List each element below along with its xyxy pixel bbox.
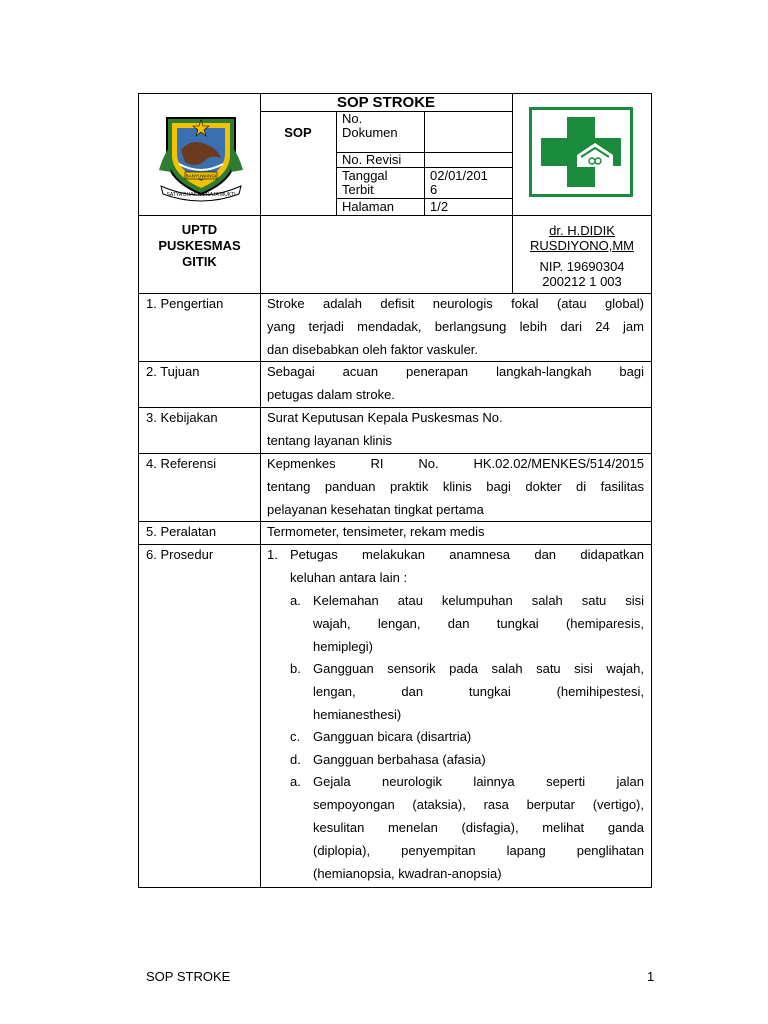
prosedur-subitem-marker: a.: [290, 593, 301, 608]
section-label-referensi: 4. Referensi: [146, 456, 217, 471]
section-label-pengertian: 1. Pengertian: [146, 296, 224, 311]
field-value-tanggal-terbit: 02/01/201 6: [430, 168, 488, 197]
prosedur-subitem-marker: a.: [290, 774, 301, 789]
section-text-tujuan: Sebagai acuan penerapan langkah-langkah bagi petugas dalam stroke.: [267, 364, 644, 402]
prosedur-subitem-marker: b.: [290, 661, 301, 676]
section-label-tujuan: 2. Tujuan: [146, 364, 200, 379]
field-label-no-revisi: No. Revisi: [342, 152, 402, 167]
prosedur-subitem: Gejala neurologik lainnya seperti jalan sempoyongan (ataksia), rasa berputar (vertigo), kesulitan menelan (disfagia), melihat ganda (diplopia), penyempitan lapang penglihatan (hemianopsia, kwadran-anopsia): [313, 774, 644, 881]
prosedur-subitem: Kelemahan atau kelumpuhan salah satu sisi wajah, lengan, dan tungkai (hemiparesis, hemiplegi): [313, 593, 644, 654]
footer-title: SOP STROKE: [146, 969, 231, 984]
field-value-halaman: 1/2: [430, 199, 449, 214]
signatory-name: dr. H.DIDIK RUSDIYONO,MM: [530, 223, 634, 253]
prosedur-item-text: Petugas melakukan anamnesa dan didapatkan keluhan antara lain :: [290, 547, 644, 585]
sop-label: SOP: [284, 125, 312, 140]
field-label-tanggal-terbit: Tanggal Terbit: [342, 168, 388, 197]
section-text-pengertian: Stroke adalah defisit neurologis fokal (atau global) yang terjadi mendadak, berlangsung lebih dari 24 jam dan disebabkan oleh faktor vaskuler.: [267, 296, 644, 357]
section-label-kebijakan: 3. Kebijakan: [146, 410, 218, 425]
grid-line: [260, 93, 261, 888]
prosedur-subitem: Gangguan sensorik pada salah satu sisi wajah, lengan, dan tungkai (hemihipestesi, hemianesthesi): [313, 661, 644, 722]
section-label-peralatan: 5. Peralatan: [146, 524, 217, 539]
prosedur-subitem-marker: c.: [290, 729, 301, 744]
footer-page-number: 1: [647, 969, 655, 984]
banyuwangi-emblem-icon: [155, 110, 247, 202]
grid-line: [138, 215, 652, 216]
emblem-banner-text: BANYUWANGI: [185, 173, 217, 179]
section-text-peralatan: Termometer, tensimeter, rekam medis: [267, 524, 485, 539]
grid-line: [336, 111, 337, 215]
section-label-prosedur: 6. Prosedur: [146, 547, 214, 562]
field-label-halaman: Halaman: [342, 199, 395, 214]
emblem-motto-text: SATYA BHAKTI PRAJA MUKTI: [166, 192, 236, 198]
puskesmas-cross-icon: [529, 107, 633, 197]
prosedur-subitem: Gangguan berbahasa (afasia): [313, 752, 486, 767]
org-name: UPTD PUSKESMAS GITIK: [158, 222, 241, 269]
signatory-nip: NIP. 19690304 200212 1 003: [539, 259, 625, 289]
grid-line: [424, 111, 425, 215]
prosedur-item-number: 1.: [267, 547, 278, 562]
document-title: SOP STROKE: [336, 94, 436, 111]
section-text-referensi: Kepmenkes RI No. HK.02.02/MENKES/514/2015 tentang panduan praktik klinis bagi dokter di fasilitas pelayanan kesehatan tingkat pertama: [267, 456, 644, 517]
prosedur-subitem: Gangguan bicara (disartria): [313, 729, 472, 744]
prosedur-subitem-marker: d.: [290, 752, 301, 767]
section-text-kebijakan: Surat Keputusan Kepala Puskesmas No. tentang layanan klinis: [267, 410, 503, 448]
field-label-no-dokumen: No. Dokumen: [342, 111, 398, 140]
